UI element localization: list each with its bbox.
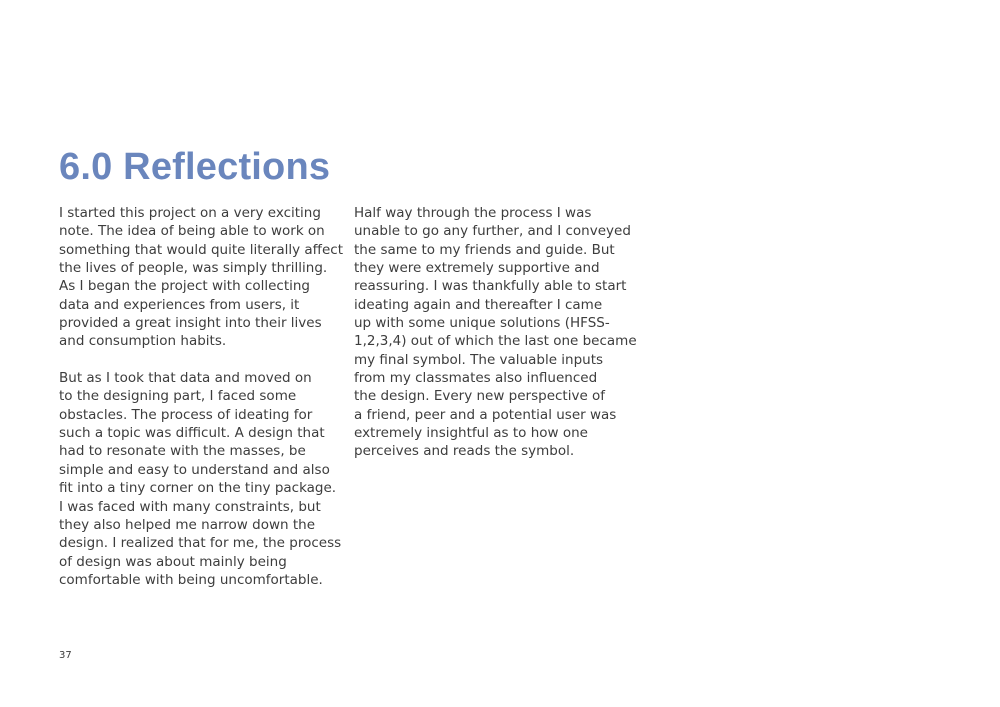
text-line: extremely insightful as to how one: [354, 425, 588, 442]
text-line: up with some unique solutions (HFSS-: [354, 315, 610, 332]
left-paragraph-1: [59, 204, 344, 351]
text-line: provided a great insight into their lives: [59, 315, 322, 332]
text-line: of design was about mainly being: [59, 553, 287, 570]
text-line: unable to go any further, and I conveyed: [354, 223, 631, 240]
paragraph-gap: [59, 351, 339, 369]
left-paragraph-2: [59, 369, 342, 589]
text-line: such a topic was difficult. A design that: [59, 425, 325, 442]
text-line: a friend, peer and a potential user was: [354, 406, 617, 423]
text-line: comfortable with being uncomfortable.: [59, 571, 323, 588]
text-line: reassuring. I was thankfully able to start: [354, 278, 627, 295]
text-line: my final symbol. The valuable inputs: [354, 351, 604, 368]
page-title: 6.0 Reflections: [59, 146, 331, 188]
text-line: perceives and reads the symbol.: [354, 443, 575, 460]
text-line: I started this project on a very exciting: [59, 205, 321, 221]
page-number: 37: [59, 650, 72, 661]
text-line: from my classmates also influenced: [354, 370, 598, 387]
text-line: ideating again and thereafter I came: [354, 296, 603, 313]
text-line: data and experiences from users, it: [59, 296, 300, 313]
right-column: [354, 204, 637, 461]
text-line: the design. Every new perspective of: [354, 388, 606, 405]
text-line: I was faced with many constraints, but: [59, 498, 321, 515]
text-line: and consumption habits.: [59, 333, 227, 350]
text-line: But as I took that data and moved on: [59, 370, 312, 387]
text-line: the same to my friends and guide. But: [354, 241, 615, 258]
text-line: 1,2,3,4) out of which the last one became: [354, 333, 637, 350]
text-line: they also helped me narrow down the: [59, 516, 315, 533]
left-column: [59, 204, 344, 589]
text-line: As I began the project with collecting: [59, 278, 311, 295]
text-line: obstacles. The process of ideating for: [59, 406, 313, 423]
right-paragraph-1: [354, 204, 637, 461]
text-line: the lives of people, was simply thrilling.: [59, 260, 328, 277]
text-line: something that would quite literally affect: [59, 241, 344, 258]
text-line: to the designing part, I faced some: [59, 388, 297, 405]
text-line: they were extremely supportive and: [354, 260, 600, 277]
text-line: fit into a tiny corner on the tiny package.: [59, 480, 337, 497]
text-line: simple and easy to understand and also: [59, 461, 330, 478]
text-line: design. I realized that for me, the process: [59, 535, 342, 552]
text-line: Half way through the process I was: [354, 205, 592, 221]
text-line: had to resonate with the masses, be: [59, 443, 306, 460]
text-line: note. The idea of being able to work on: [59, 223, 325, 240]
